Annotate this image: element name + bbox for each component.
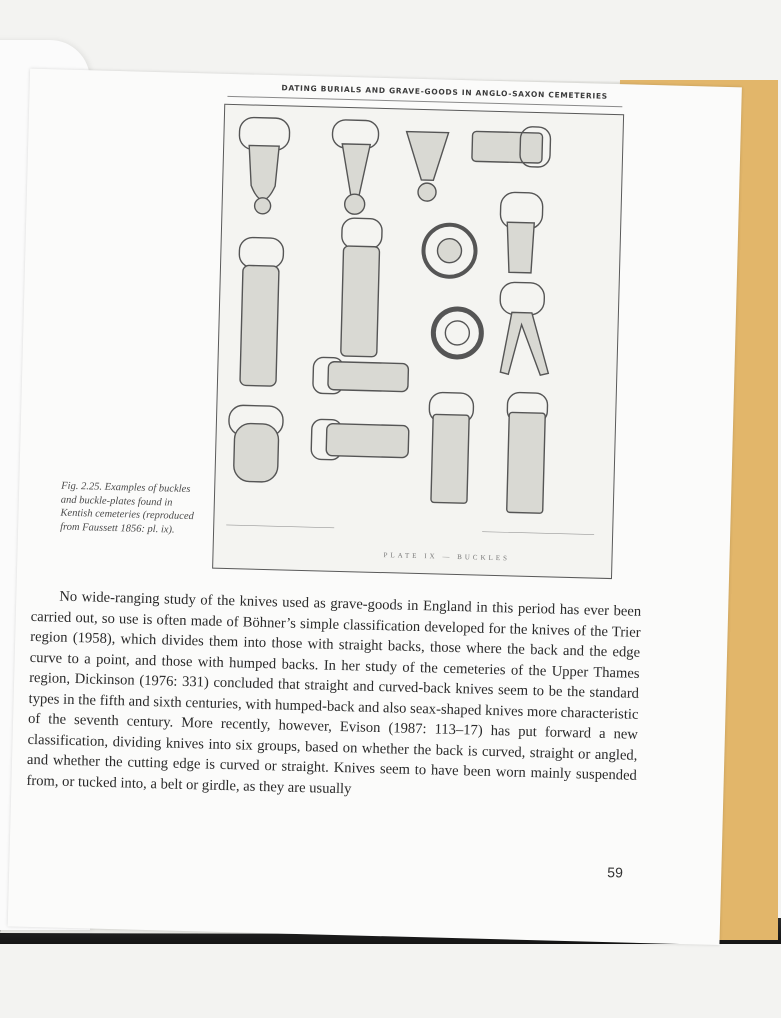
buckle-15 [505, 392, 548, 513]
book-page [8, 69, 742, 945]
buckle-7 [339, 218, 383, 357]
buckle-3 [405, 132, 449, 202]
buckle-10 [433, 308, 482, 357]
figure-plate [212, 104, 624, 579]
buckle-4 [472, 125, 551, 167]
body-text: No wide-ranging study of the knives used as grave-goods in England in this period has ever been carried out, so use is often made of Böhner’s simple classification developed for the knives of the Trier region (1958), which divides them into those with straight backs, those where the back and the edge curve to a point, and those with humped backs. In her study of the cemeteries of the Upper Thames region, Dickinson (1976: 331) concluded that straight and curved-back knives seem to be the standard types in the fifth and sixth centuries, with humped-back and also seax-shaped knives more characteristic of the seventh century. More recently, however, Evison (1987: 113–17) has put forward a new classification, dividing knives into six groups, based on whether the back is curved, straight or angled, and whether the cutting edge is curved or straight. Knives seem to have been worn mainly suspended from, or tucked into, a belt or girdle, as they are usually [26, 588, 642, 797]
buckle-illustration [213, 105, 623, 578]
page-number: 59 [607, 864, 624, 881]
buckle-11 [313, 357, 409, 395]
body-paragraph [26, 586, 641, 807]
buckle-13 [227, 405, 283, 482]
buckle-2 [330, 120, 378, 215]
buckle-14 [427, 392, 474, 503]
running-head: DATING BURIALS AND GRAVE-GOODS IN ANGLO-SAXON CEMETERIES [281, 83, 608, 101]
buckle-5 [499, 192, 543, 273]
buckle-9 [498, 282, 550, 375]
buckle-8 [423, 224, 476, 277]
buckle-12 [311, 419, 409, 462]
plate-label: PLATE IX — BUCKLES [383, 551, 511, 563]
figure-caption: Fig. 2.25. Examples of buckles and buckle-plates found in Kentish cemeteries (reproduced from Faussett 1856: pl. ix). [60, 480, 194, 536]
buckle-6 [236, 237, 284, 386]
buckle-1 [237, 117, 289, 214]
